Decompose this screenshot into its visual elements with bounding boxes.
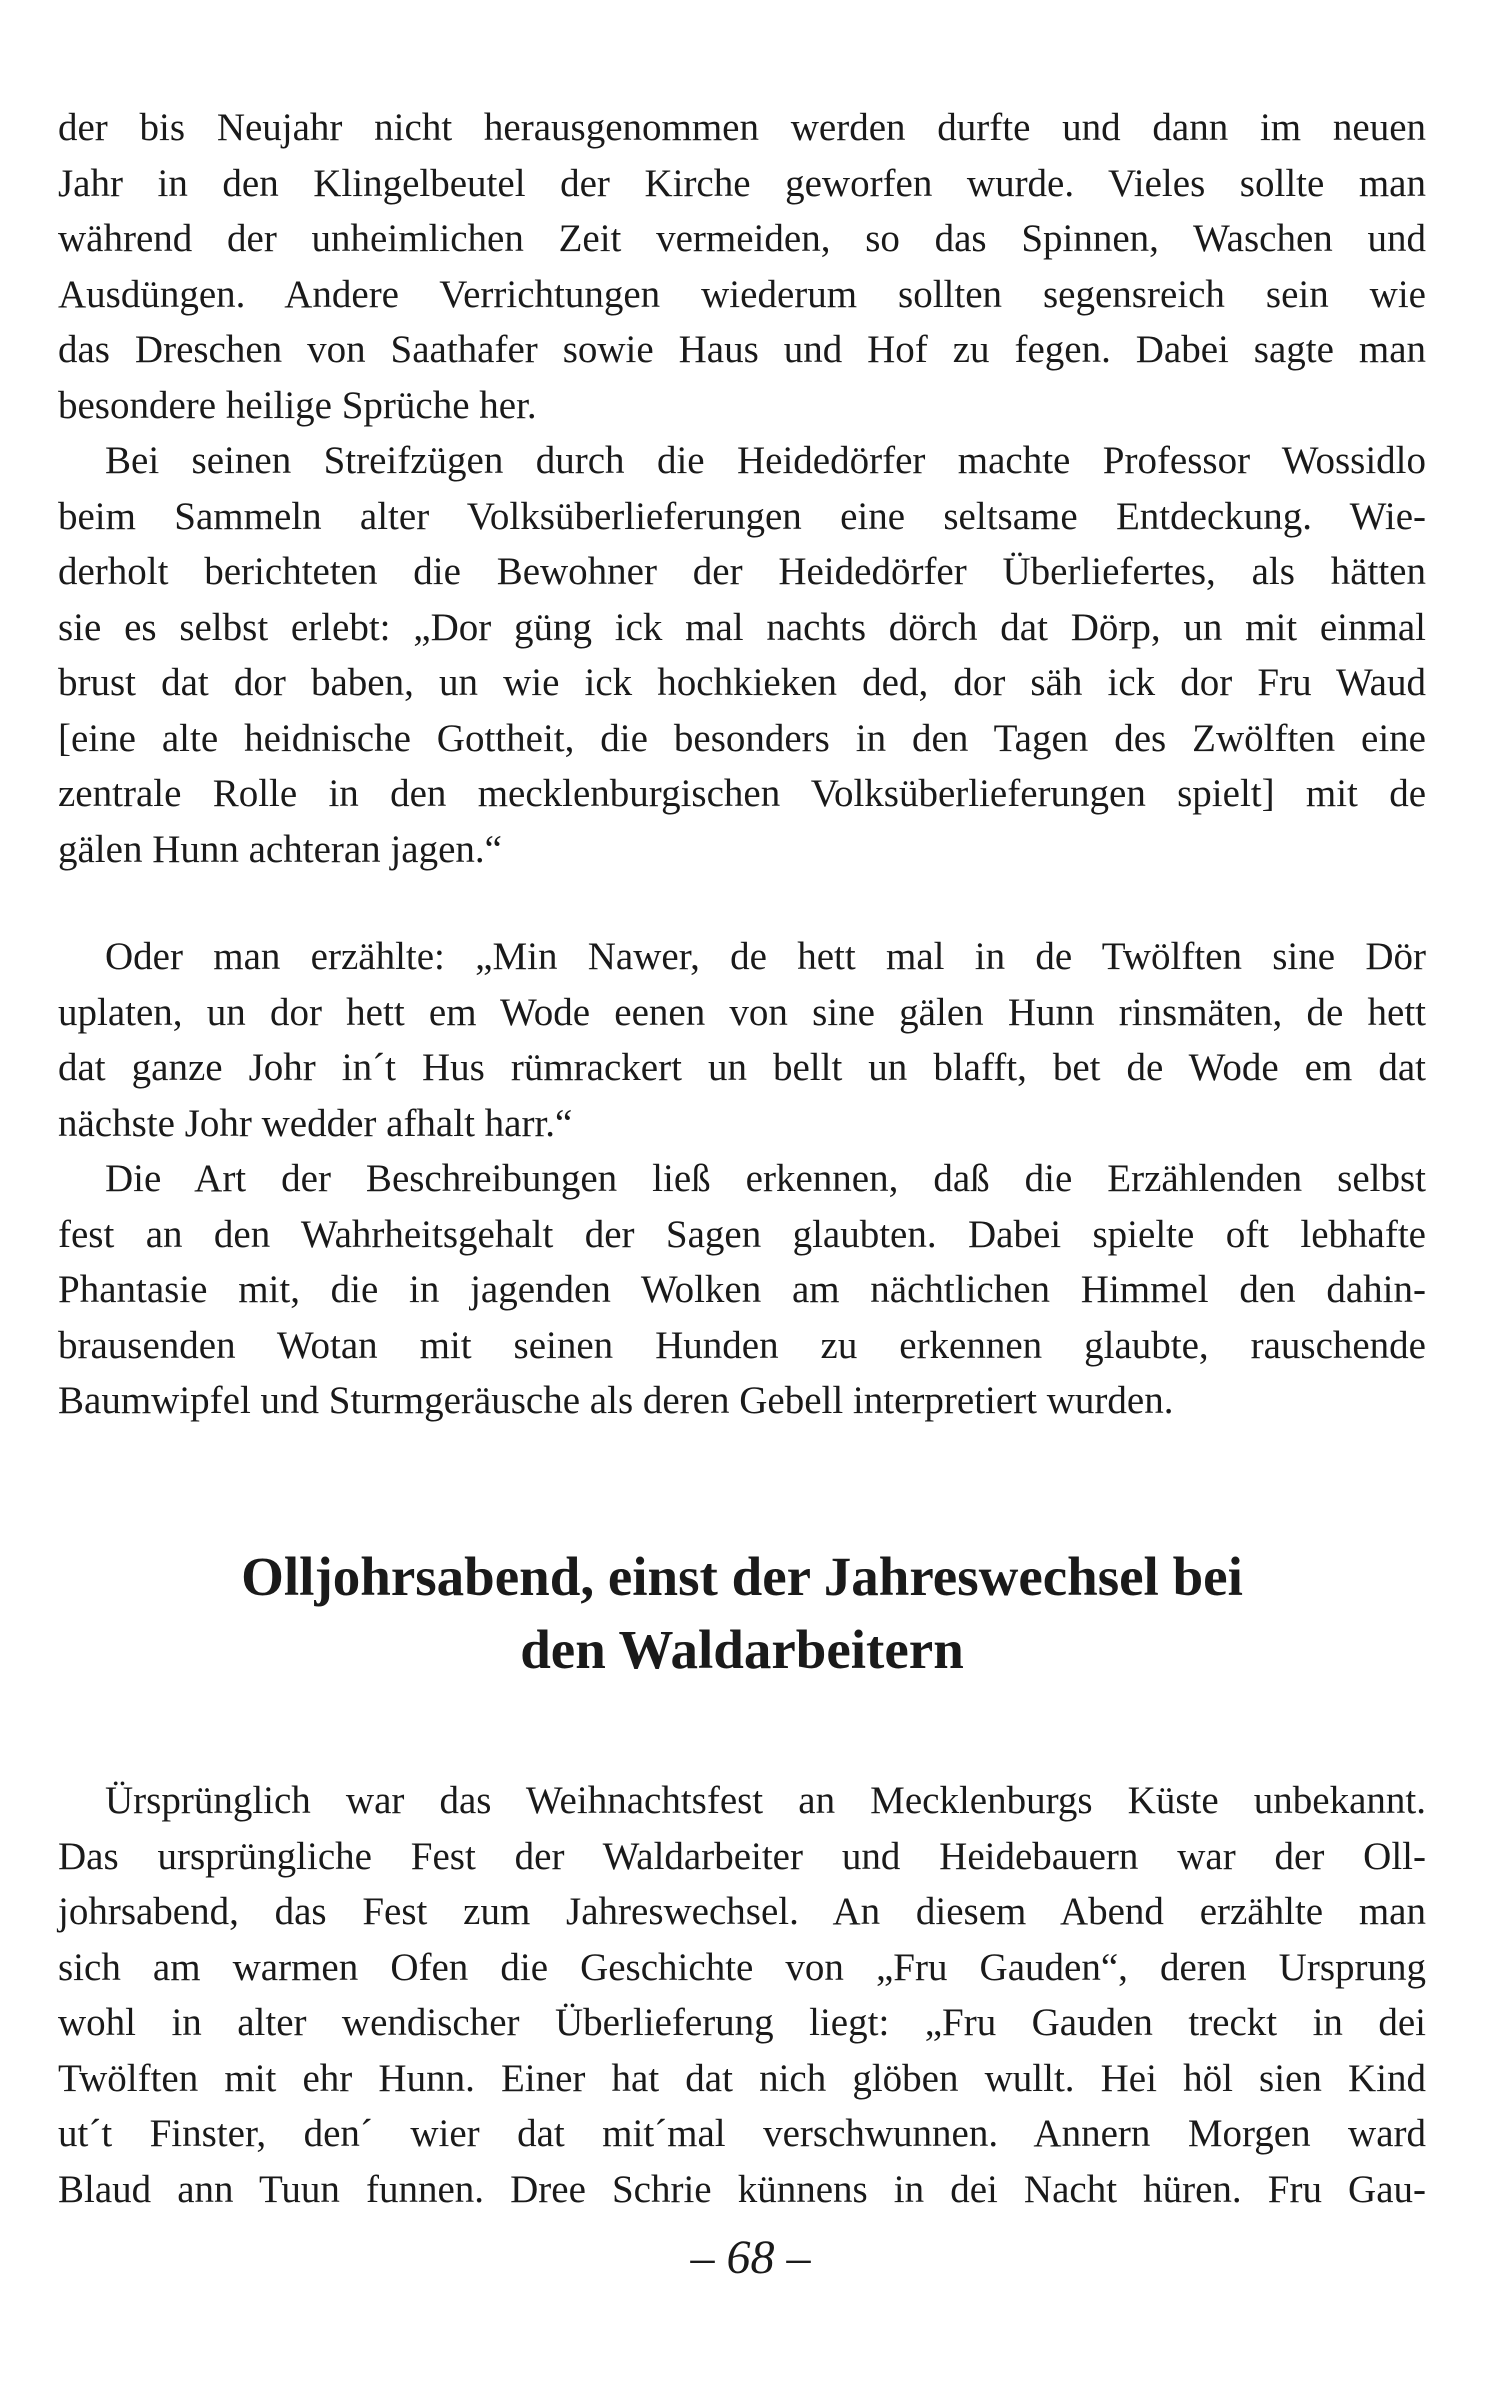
text-line: Twölften mit ehr Hunn. Einer hat dat nich glöben wullt. Hei höl sien Kind xyxy=(58,2056,1426,2100)
text-line: gälen Hunn achteran jagen.“ xyxy=(58,827,502,871)
text-line: Ausdüngen. Andere Verrichtungen wiederum sollten segensreich sein wie xyxy=(58,272,1426,316)
text-line: uplaten, un dor hett em Wode eenen von sine gälen Hunn rinsmäten, de hett xyxy=(58,990,1426,1034)
page-number: – 68 – xyxy=(690,2231,811,2284)
text-line: dat ganze Johr in´t Hus rümrackert un bellt un blafft, bet de Wode em dat xyxy=(58,1046,1426,1089)
text-line: Jahr in den Klingelbeutel der Kirche geworfen wurde. Vieles sollte man xyxy=(58,161,1426,205)
text-line: [eine alte heidnische Gottheit, die besonders in den Tagen des Zwölften eine xyxy=(58,716,1426,760)
text-line: sich am warmen Ofen die Geschichte von „Fru Gauden“, deren Ursprung xyxy=(58,1945,1426,1989)
text-line: Blaud ann Tuun funnen. Dree Schrie künnens in dei Nacht hüren. Fru Gau- xyxy=(58,2167,1426,2211)
paragraph-quote xyxy=(58,929,1426,1151)
heading-line: den Waldarbeitern xyxy=(520,1619,964,1680)
body-text-section-2 xyxy=(58,1773,1426,2217)
text-line: zentrale Rolle in den mecklenburgischen Volksüberlieferungen spielt] mit de xyxy=(58,772,1426,815)
text-line: während der unheimlichen Zeit vermeiden, so das Spinnen, Waschen und xyxy=(58,217,1426,260)
text-line: fest an den Wahrheitsgehalt der Sagen glaubten. Dabei spielte oft lebhafte xyxy=(58,1212,1426,1256)
text-line: johrsabend, das Fest zum Jahreswechsel. An diesem Abend erzählte man xyxy=(58,1890,1426,1933)
text-line: sie es selbst erlebt: „Dor güng ick mal nachts dörch dat Dörp, un mit einmal xyxy=(58,605,1426,649)
section-heading xyxy=(58,1540,1426,1686)
paragraph xyxy=(58,433,1426,877)
text-line: Baumwipfel und Sturmgeräusche als deren Gebell interpretiert wurden. xyxy=(58,1379,1174,1422)
text-line: Die Art der Beschreibungen ließ erkennen, daß die Erzählenden selbst xyxy=(105,1157,1426,1200)
paragraph xyxy=(58,1151,1426,1429)
text-line: wohl in alter wendischer Überlieferung liegt: „Fru Gauden treckt in dei xyxy=(58,2001,1426,2044)
text-line: brust dat dor baben, un wie ick hochkieken ded, dor säh ick dor Fru Waud xyxy=(58,661,1426,704)
text-line: der bis Neujahr nicht herausgenommen werden durfte und dann im neuen xyxy=(58,106,1426,149)
text-line: Ürsprünglich war das Weihnachtsfest an Mecklenburgs Küste unbekannt. xyxy=(105,1779,1426,1822)
text-line: derholt berichteten die Bewohner der Heidedörfer Überliefertes, als hätten xyxy=(58,550,1426,593)
text-line: Bei seinen Streifzügen durch die Heidedörfer machte Professor Wossidlo xyxy=(105,439,1426,482)
text-line: ut´t Finster, den´ wier dat mit´mal verschwunnen. Annern Morgen ward xyxy=(58,2112,1426,2155)
text-line: nächste Johr wedder afhalt harr.“ xyxy=(58,1101,573,1145)
text-line: das Dreschen von Saathafer sowie Haus und Hof zu fegen. Dabei sagte man xyxy=(58,328,1426,371)
text-line: brausenden Wotan mit seinen Hunden zu erkennen glaubte, rauschende xyxy=(58,1323,1426,1367)
text-line: Das ursprüngliche Fest der Waldarbeiter und Heidebauern war der Oll- xyxy=(58,1834,1426,1878)
text-line: Phantasie mit, die in jagenden Wolken am nächtlichen Himmel den dahin- xyxy=(58,1268,1426,1311)
body-text-section-1 xyxy=(58,100,1426,1429)
text-line: beim Sammeln alter Volksüberlieferungen eine seltsame Entdeckung. Wie- xyxy=(58,494,1426,538)
paragraph-gap xyxy=(58,877,1426,929)
paragraph xyxy=(58,1773,1426,2217)
text-line: besondere heilige Sprüche her. xyxy=(58,383,537,427)
paragraph xyxy=(58,100,1426,433)
heading-line: Olljohrsabend, einst der Jahreswechsel bei xyxy=(241,1546,1243,1607)
text-line: Oder man erzählte: „Min Nawer, de hett mal in de Twölften sine Dör xyxy=(105,935,1426,978)
